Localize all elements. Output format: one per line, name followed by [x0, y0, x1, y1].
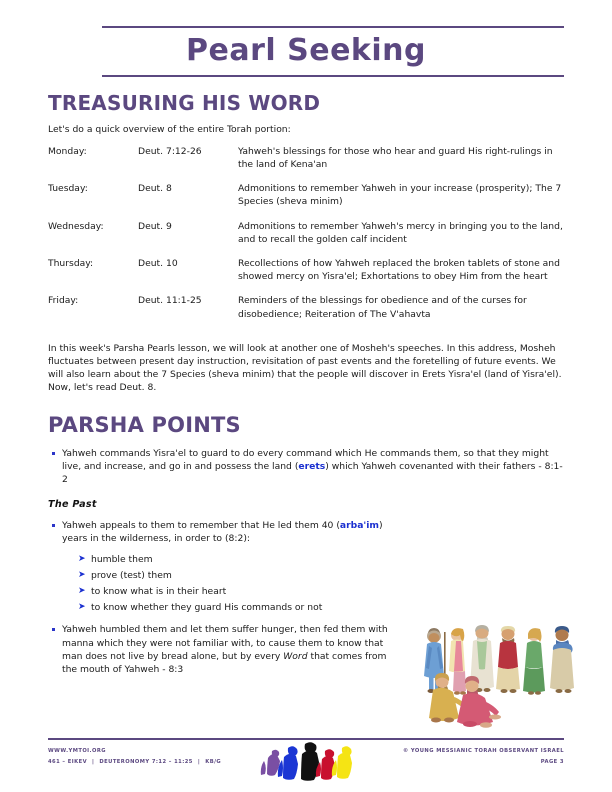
- schedule-reference: Deut. 11:1-25: [138, 295, 202, 307]
- treasuring-intro-text: Let's do a quick overview of the entire Torah portion:: [48, 123, 291, 135]
- torah-portion-schedule-table: [48, 145, 564, 332]
- schedule-description: Recollections of how Yahweh replaced the broken tablets of stone and showed mercy on Yisra'el; Exhortations to obey Him from the heart: [238, 258, 560, 283]
- square-bullet-icon: [48, 623, 62, 631]
- square-bullet-icon: [48, 447, 62, 455]
- footer-lesson-info: [48, 757, 221, 768]
- schedule-day: Tuesday:: [48, 183, 88, 195]
- footer-initials: KB/G: [205, 759, 222, 765]
- footer-separator: |: [92, 759, 95, 765]
- footer-copyright: © YOUNG MESSIANIC TORAH OBSERVANT ISRAEL: [403, 748, 564, 754]
- footer-lesson-code: 461 – EIKEV: [48, 759, 88, 765]
- list-item: [48, 447, 564, 487]
- footer-separator: |: [197, 759, 201, 765]
- section-heading-treasuring-his-word: TREASURING HIS WORD: [48, 90, 321, 115]
- bullet-2-text-a: Yahweh appeals to them to remember that He led them 40 (: [62, 520, 340, 532]
- list-item: [78, 585, 564, 598]
- footer-website-link[interactable]: WWW.YMTOI.ORG: [48, 748, 106, 754]
- arrow-item-label: to know what is in their heart: [91, 586, 227, 598]
- bullet-3-text-b: that comes from the mouth of Yahweh - 8:3: [62, 650, 387, 676]
- arrow-bullet-icon: ➤: [78, 569, 86, 580]
- subheading-the-past: The Past: [48, 499, 97, 511]
- bullet-1-text-b: ) which Yahweh covenanted with their fathers - 8:1-2: [62, 460, 563, 486]
- bullet-1-text-a: Yahweh commands Yisra'el to guard to do every command which He commands them, so that they might live, and increase, and go in and possess the land (: [62, 447, 549, 472]
- arrow-bullet-icon: ➤: [78, 586, 86, 597]
- hebrew-term-erets: erets: [298, 460, 326, 472]
- table-row: [48, 182, 564, 219]
- arrow-item-label: prove (test) them: [91, 569, 172, 581]
- arrow-bullet-icon: ➤: [78, 602, 86, 613]
- square-bullet-icon: [48, 519, 62, 527]
- schedule-day: Monday:: [48, 145, 87, 157]
- masthead-rule-top: [102, 26, 564, 28]
- schedule-day: Thursday:: [48, 258, 94, 270]
- schedule-reference: Deut. 8: [138, 183, 172, 195]
- masthead: [48, 0, 564, 77]
- footer-left-block: [48, 746, 221, 768]
- schedule-reference: Deut. 9: [138, 220, 172, 232]
- footer-page-number: PAGE 3: [540, 759, 564, 765]
- arrow-item-label: to know whether they guard His commands or not: [91, 602, 323, 614]
- parsha-bullet-2-text: [62, 519, 403, 545]
- section-heading-parsha-points: PARSHA POINTS: [48, 412, 241, 437]
- arrow-bullet-icon: ➤: [78, 553, 86, 564]
- footer-right-block: [403, 746, 564, 768]
- page-footer: [48, 738, 564, 781]
- footer-scripture-range: DEUTERONOMY 7:12 – 11:25: [99, 759, 193, 765]
- list-item: [48, 623, 403, 676]
- table-row: [48, 145, 564, 182]
- schedule-description: Yahweh's blessings for those who hear and guard His right-rulings in the land of Kena'an: [238, 145, 553, 170]
- table-row: [48, 257, 564, 294]
- list-item: [48, 519, 403, 545]
- schedule-description: Reminders of the blessings for obedience and of the curses for disobedience; Reiteration of The V'ahavta: [238, 295, 527, 320]
- emphasis-word: Word: [283, 650, 308, 662]
- schedule-reference: Deut. 10: [138, 258, 178, 270]
- treasuring-closing-paragraph: In this week's Parsha Pearls lesson, we will look at another one of Mosheh's speeches. In this address, Mosheh fluctuates between present day instruction, revisitation of past events and the foretelling of future events. We will also learn about the 7 Species (sheva minim) that the people will discover in Erets Yisra'el (land of Yisra'el). Now, let's read Deut. 8.: [48, 342, 562, 394]
- schedule-day: Friday:: [48, 295, 79, 307]
- list-item: [78, 569, 564, 582]
- group-of-israelites-illustration: [420, 624, 588, 742]
- page-title: Pearl Seeking: [186, 33, 426, 68]
- list-item: [78, 553, 564, 566]
- ymtoi-logo-icon: [258, 742, 354, 782]
- parsha-bullet-1-text: [62, 447, 564, 487]
- schedule-description: Admonitions to remember Yahweh in your increase (prosperity); The 7 Species (sheva minim): [238, 183, 562, 208]
- bullet-3-text-a: Yahweh humbled them and let them suffer hunger, then fed them with manna which they were not familiar with, to cause them to know that man does not live by bread alone, but by every: [62, 624, 388, 662]
- masthead-rule-bottom: [102, 75, 564, 77]
- arrow-sublist: [48, 553, 564, 615]
- arrow-item-label: humble them: [91, 553, 153, 565]
- schedule-day: Wednesday:: [48, 220, 104, 232]
- list-item: [78, 601, 564, 614]
- schedule-description: Admonitions to remember Yahweh's mercy in bringing you to the land, and to recall the golden calf incident: [238, 220, 563, 245]
- schedule-reference: Deut. 7:12-26: [138, 145, 202, 157]
- hebrew-term-arbaim: arba'im: [339, 520, 379, 532]
- bullet-2-text-b: ) years in the wilderness, in order to (8:2):: [62, 520, 383, 545]
- table-row: [48, 294, 564, 331]
- parsha-bullet-3-text: [62, 623, 403, 676]
- footer-rule: [48, 738, 564, 741]
- table-row: [48, 220, 564, 257]
